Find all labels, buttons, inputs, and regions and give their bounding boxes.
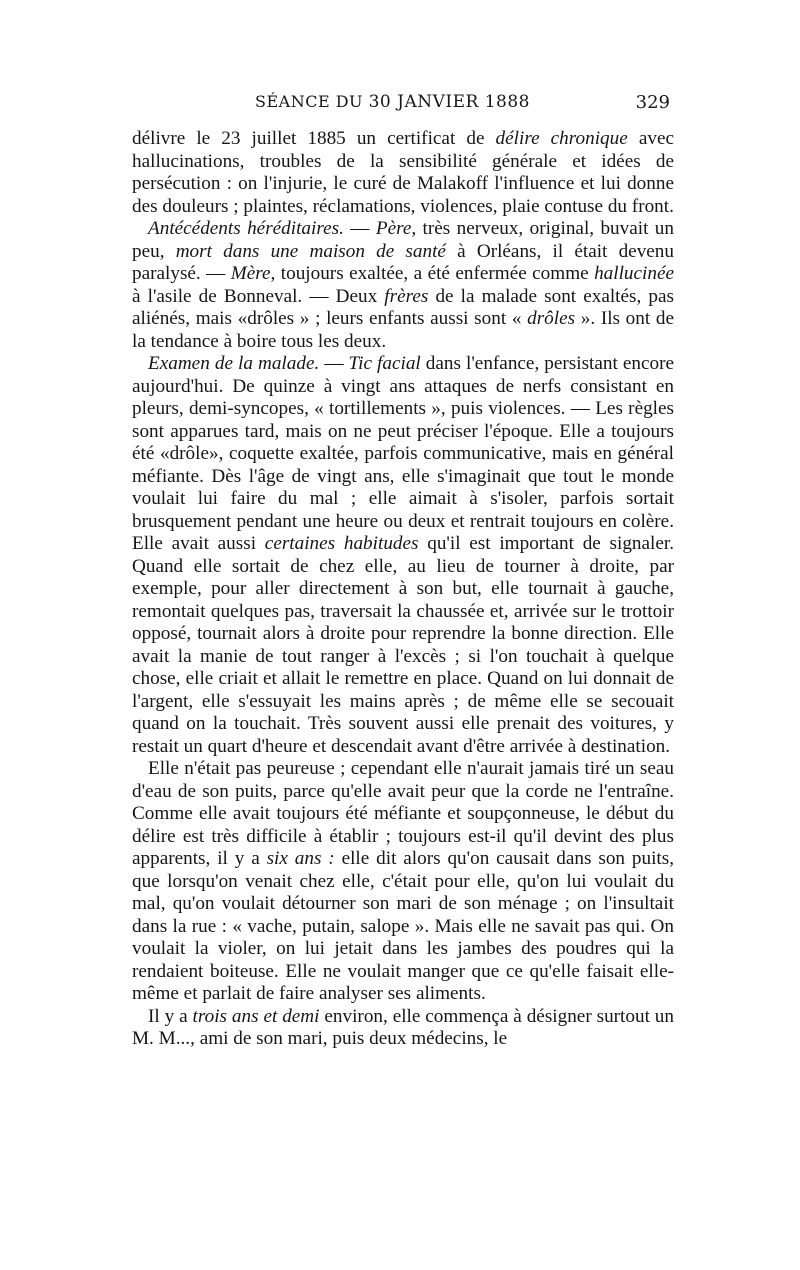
italic-text-segment: frères xyxy=(384,285,429,307)
italic-text-segment: trois ans et demi xyxy=(192,1005,320,1027)
text-segment: de la malade sont exaltés, pas aliénés, mais «drôles » ; leurs enfants aussi sont « xyxy=(132,285,674,329)
paragraph-3 xyxy=(132,353,674,758)
paragraph-2 xyxy=(132,218,674,353)
text-segment: très nerveux, original, buvait un peu, xyxy=(132,218,674,262)
text-segment: Il y a xyxy=(148,1005,193,1027)
text-segment: elle dit alors qu'on causait dans son puits, que lorsqu'on venait chez elle, c'était pour elle, qu'on lui voulait du mal, qu'on voulait détourner son mari de son ménage ; on l'insultait dans la rue : « vache, putain, salope ». Mais elle ne savait pas qui. On voulait la violer, on lui jetait dans les jambes des poudres qui la rendaient boiteuse. Elle ne voulait manger que ce qu'elle faisait elle-même et parlait de faire analyser ses aliments. xyxy=(132,848,674,1004)
page-number: 329 xyxy=(635,92,670,113)
text-segment: à l'asile de Bonneval. — Deux xyxy=(132,285,385,307)
italic-text-segment: Antécédents héréditaires. xyxy=(148,218,344,239)
text-segment: avec hallucinations, troubles de la sensibilité générale et idées de persécution : on l'injurie, le curé de Malakoff l'influence et lui donne des douleurs ; plaintes, réclamations, violences, plaie contuse du front. xyxy=(132,128,674,217)
paragraph-4 xyxy=(132,758,674,1006)
text-segment: environ, elle commença à désigner surtout un M. M..., ami de son mari, puis deux médecins, le xyxy=(132,1005,674,1049)
running-title xyxy=(255,92,530,112)
running-title-prefix: SÉANCE DU xyxy=(255,92,369,111)
text-segment: toujours exaltée, a été enfermée comme xyxy=(275,263,595,284)
body-text xyxy=(132,128,674,1051)
paragraph-5 xyxy=(132,1006,674,1051)
running-title-date: 30 JANVIER 1888 xyxy=(368,92,530,112)
text-segment: Elle n'était pas peureuse ; cependant elle n'aurait jamais tiré un seau d'eau de son puits, parce qu'elle avait peur que la corde ne l'entraîne. Comme elle avait toujours été méfiante et soupçonneuse, le début du délire est très difficile à établir ; toujours est-il qu'il devint des plus apparents, il y a xyxy=(132,758,674,869)
text-segment: — xyxy=(343,218,376,239)
italic-text-segment: drôles xyxy=(527,308,576,329)
italic-text-segment: six ans : xyxy=(266,848,335,869)
italic-text-segment: mort dans une maison de santé xyxy=(175,240,446,262)
paragraph-1 xyxy=(132,128,674,218)
text-segment: dans l'enfance, persistant encore aujourd'hui. De quinze à vingt ans attaques de nerfs consistant en pleurs, demi-syncopes, « tortillements », puis violences. — Les règles sont apparues tard, mais on ne peut préciser l'époque. Elle a toujours été «drôle», coquette exaltée, parfois communicative, mais en général méfiante. Dès l'âge de vingt ans, elle s'imaginait que tout le monde voulait lui faire du mal ; elle aimait à s'isoler, parfois sortait brusquement pendant une heure ou deux et rentrait toujours en colère. Elle avait aussi xyxy=(132,353,674,554)
text-segment: qu'il est important de signaler. Quand elle sortait de chez elle, au lieu de tourner à droite, par exemple, pour aller directement à son but, elle tournait à gauche, remontait quelques pas, traversait la chaussée et, arrivée sur le trottoir opposé, tournait alors à droite pour reprendre la bonne direction. Elle avait la manie de tout ranger à l'excès ; si l'on touchait à quelque chose, elle criait et allait le remettre en place. Quand on lui donnait de l'argent, elle s'essuyait les mains après ; de même elle se secouait quand on la touchait. Très souvent aussi elle prenait des voitures, y restait un quart d'heure et descendait avant d'être arrivée à destination. xyxy=(132,533,675,757)
text-segment: délivre le 23 juillet 1885 un certificat de xyxy=(132,128,496,149)
text-segment: à Orléans, il était devenu paralysé. — xyxy=(132,240,674,284)
page-header xyxy=(135,92,670,116)
italic-text-segment: certaines habitudes xyxy=(264,533,419,554)
italic-text-segment: Examen de la malade. xyxy=(148,353,320,374)
text-segment: — xyxy=(319,353,349,374)
italic-text-segment: hallucinée xyxy=(594,263,674,284)
italic-text-segment: délire chronique xyxy=(495,128,628,149)
text-segment: ». Ils ont de la tendance à boire tous les deux. xyxy=(132,308,674,352)
italic-text-segment: Mère, xyxy=(230,263,276,284)
italic-text-segment: Tic facial xyxy=(348,353,421,374)
italic-text-segment: Père, xyxy=(375,218,417,239)
